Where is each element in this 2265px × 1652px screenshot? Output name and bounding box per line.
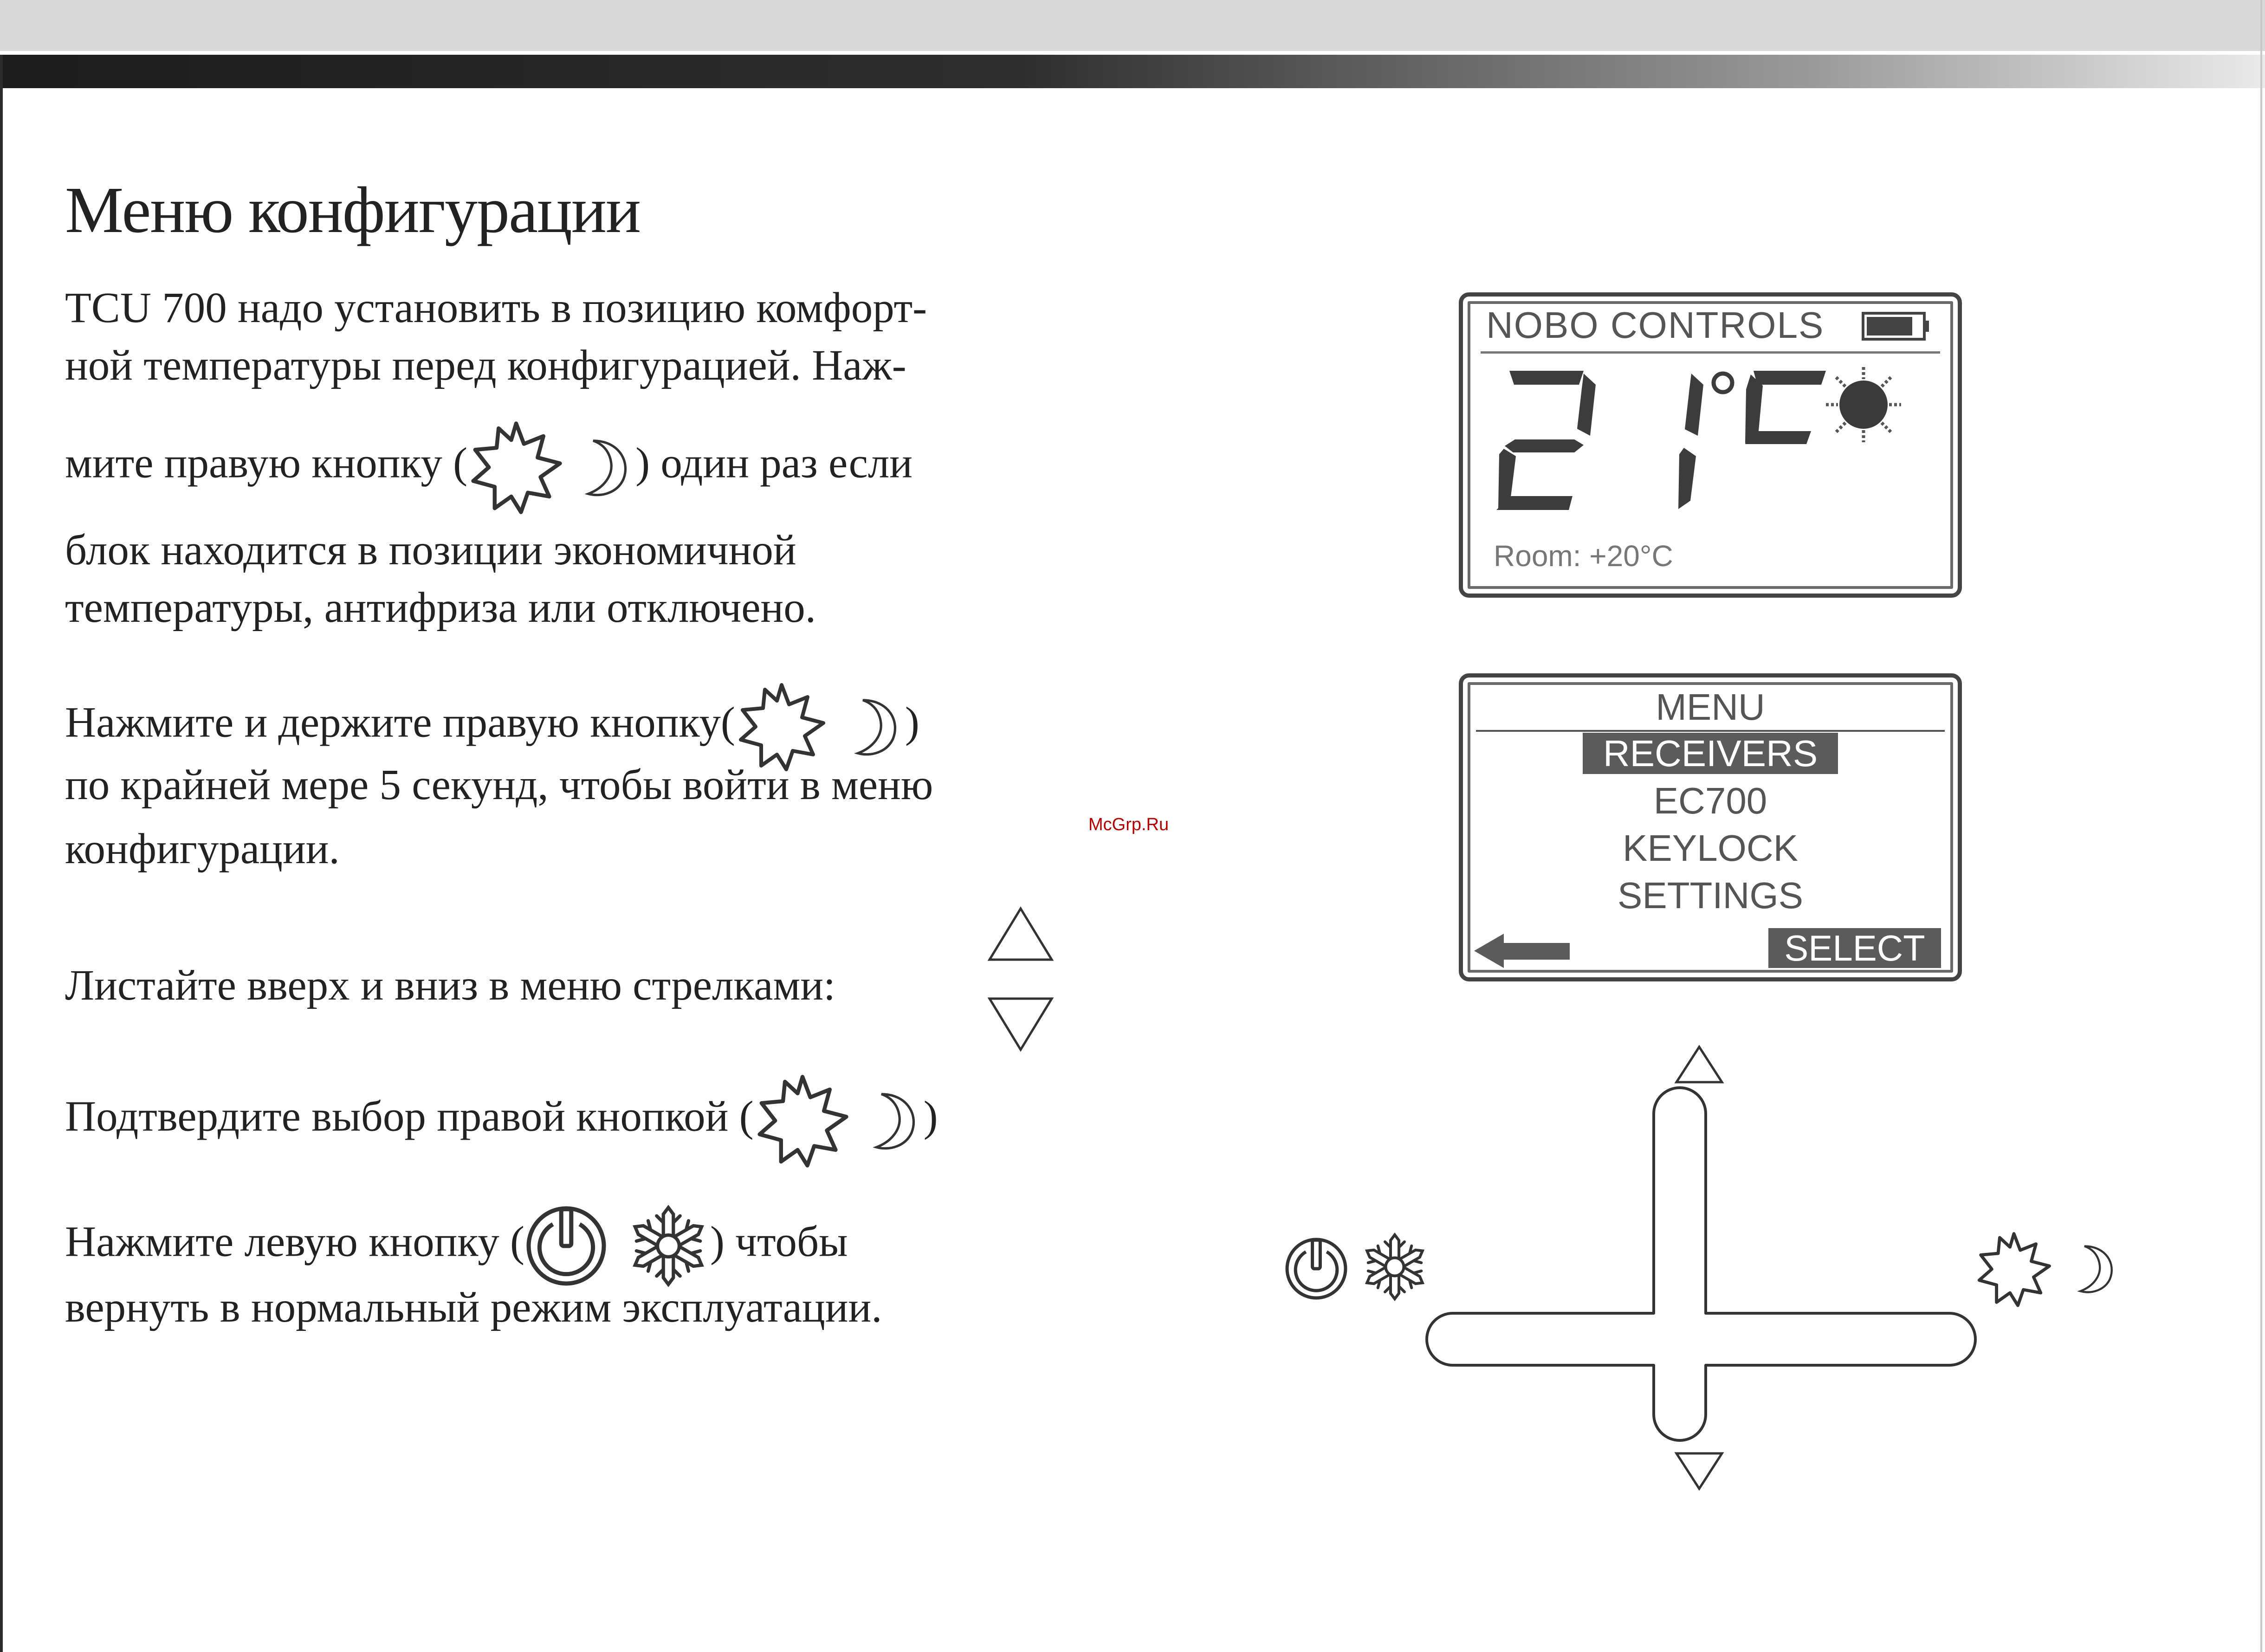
lcd-temperature-display bbox=[1459, 292, 1962, 598]
header-bar bbox=[0, 55, 2265, 88]
lcd-menu-display bbox=[1459, 673, 1962, 981]
text-fragment: ) один раз если bbox=[635, 439, 913, 487]
up-arrow-icon bbox=[1674, 1044, 1725, 1086]
text-line-with-icons bbox=[65, 1072, 938, 1169]
menu-divider bbox=[1476, 730, 1945, 732]
menu-item-keylock[interactable] bbox=[1463, 827, 1958, 870]
brand-label: NOBO CONTROLS bbox=[1486, 304, 1825, 346]
snowflake-icon bbox=[1360, 1230, 1430, 1304]
back-arrow-icon[interactable] bbox=[1471, 931, 1573, 971]
menu-item-label: KEYLOCK bbox=[1623, 827, 1798, 869]
watermark: McGrp.Ru bbox=[1088, 815, 1169, 834]
text-line: TCU 700 надо установить в позицию комфорт- bbox=[65, 284, 927, 332]
menu-item-settings[interactable] bbox=[1463, 874, 1958, 917]
moon-icon bbox=[845, 685, 905, 768]
paragraph-prerequisite bbox=[65, 279, 927, 637]
text-fragment: ) bbox=[923, 1092, 938, 1141]
text-line: блок находится в позиции экономичной bbox=[65, 526, 796, 574]
sun-icon bbox=[1824, 365, 1903, 444]
menu-item-label: EC700 bbox=[1653, 780, 1767, 821]
up-arrow-icon bbox=[986, 905, 1055, 965]
text-fragment: Нажмите левую кнопку ( bbox=[65, 1218, 524, 1266]
paragraph-enter-menu bbox=[65, 680, 933, 878]
power-icon bbox=[1284, 1236, 1349, 1301]
text-line: по крайней мере 5 секунд, чтобы войти в меню bbox=[65, 761, 933, 809]
text-line: температуры, антифриза или отключено. bbox=[65, 584, 816, 632]
page-title: Меню конфигурации bbox=[65, 173, 641, 247]
menu-title: MENU bbox=[1656, 686, 1765, 728]
paragraph-confirm bbox=[65, 1072, 938, 1169]
text-fragment: мите правую кнопку ( bbox=[65, 439, 468, 487]
keypad-down-button[interactable] bbox=[1654, 1365, 1706, 1444]
sun-icon bbox=[754, 1072, 851, 1169]
menu-item-receivers[interactable] bbox=[1463, 732, 1958, 775]
room-temperature-label: Room: +20°C bbox=[1494, 539, 1673, 573]
keypad-left-button[interactable] bbox=[1427, 1313, 1654, 1365]
right-margin-rule bbox=[2260, 0, 2262, 1652]
battery-icon bbox=[1861, 310, 1931, 343]
left-margin-rule bbox=[0, 55, 3, 1652]
paragraph-return bbox=[65, 1202, 882, 1336]
moon-icon bbox=[863, 1079, 924, 1162]
text-line: вернуть в нормальный режим эксплуатации. bbox=[65, 1284, 882, 1331]
text-line: конфигурации. bbox=[65, 825, 340, 873]
keypad-right-button[interactable] bbox=[1706, 1313, 1975, 1365]
temperature-digits bbox=[1491, 361, 1844, 519]
down-arrow-icon bbox=[986, 993, 1055, 1053]
snowflake-icon bbox=[627, 1202, 710, 1290]
paragraph-scroll: Листайте вверх и вниз в меню стрелками: bbox=[65, 962, 835, 1009]
menu-item-label: SETTINGS bbox=[1617, 875, 1804, 916]
text-line-with-icons bbox=[65, 1202, 882, 1290]
select-button[interactable]: SELECT bbox=[1768, 928, 1941, 968]
menu-item-label: RECEIVERS bbox=[1583, 733, 1838, 774]
moon-icon bbox=[575, 423, 635, 511]
down-arrow-icon bbox=[1674, 1450, 1725, 1491]
text-line-with-icons bbox=[65, 419, 927, 516]
text-fragment: Подтвердите выбор правой кнопкой ( bbox=[65, 1092, 754, 1141]
moon-icon bbox=[2069, 1236, 2120, 1301]
sun-icon bbox=[467, 419, 565, 516]
power-icon bbox=[524, 1204, 608, 1288]
display-divider bbox=[1481, 351, 1940, 354]
menu-item-ec700[interactable] bbox=[1463, 780, 1958, 822]
text-fragment: Нажмите и держите правую кнопку( bbox=[65, 698, 735, 747]
text-fragment: ) чтобы bbox=[710, 1218, 848, 1266]
text-line: ной температуры перед конфигурацией. Наж- bbox=[65, 342, 906, 389]
sun-icon bbox=[1974, 1230, 2053, 1309]
text-fragment: ) bbox=[905, 698, 919, 747]
keypad-up-button[interactable] bbox=[1654, 1088, 1706, 1209]
